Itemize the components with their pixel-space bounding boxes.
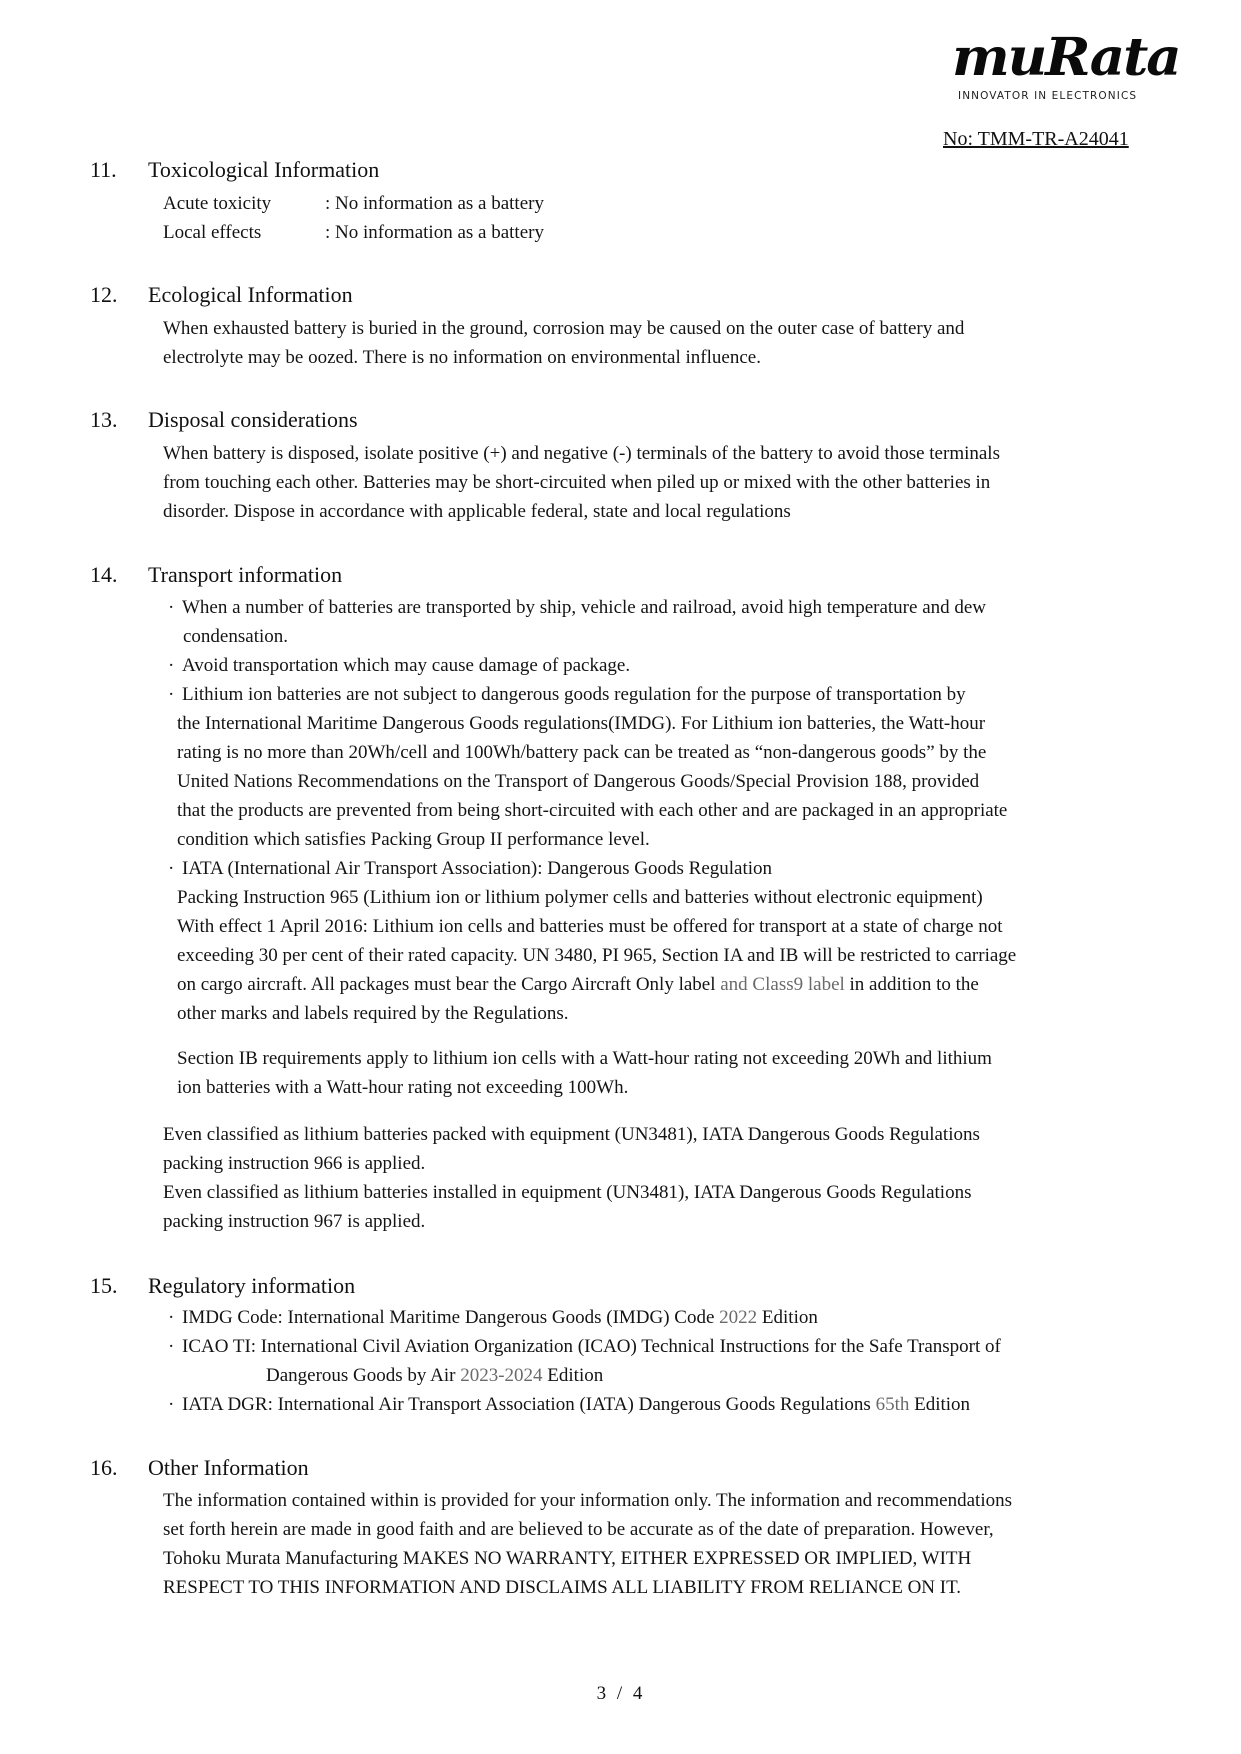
transport-line: United Nations Recommendations on the Transport of Dangerous Goods/Special Provision 188, provided bbox=[177, 771, 980, 792]
page-number: 3 / 4 bbox=[596, 1683, 646, 1704]
transport-line: condensation. bbox=[183, 626, 289, 647]
transport-bullet-3 bbox=[168, 684, 966, 706]
transport-line: Lithium ion batteries are not subject to dangerous goods regulation for the purpose of transportation by bbox=[182, 684, 966, 705]
edition-year: 2022 bbox=[719, 1307, 758, 1328]
edition-number: 65th bbox=[875, 1394, 910, 1415]
logo-tagline: INNOVATOR IN ELECTRONICS bbox=[958, 90, 1138, 102]
section-12-title: Ecological Information bbox=[148, 282, 353, 307]
transport-line: condition which satisfies Packing Group II performance level. bbox=[177, 829, 650, 850]
transport-line: Avoid transportation which may cause damage of package. bbox=[182, 655, 631, 676]
transport-line: packing instruction 967 is applied. bbox=[163, 1211, 426, 1232]
bullet-icon: · bbox=[168, 597, 175, 618]
bullet-icon: · bbox=[168, 858, 175, 879]
regulatory-text: Edition bbox=[542, 1365, 604, 1386]
transport-line-part: in addition to the bbox=[844, 974, 979, 995]
bullet-icon: · bbox=[168, 684, 175, 705]
transport-line: rating is no more than 20Wh/cell and 100Wh/battery pack can be treated as “non-dangerous goods” by the bbox=[177, 742, 987, 763]
section-11-title: Toxicological Information bbox=[148, 157, 380, 182]
bullet-icon: · bbox=[168, 1307, 175, 1328]
section-13-line: from touching each other. Batteries may be short-circuited when piled up or mixed with the other batteries in bbox=[163, 472, 991, 493]
section-16-number: 16. bbox=[90, 1455, 118, 1480]
regulatory-text: Edition bbox=[909, 1394, 971, 1415]
regulatory-item-imdg bbox=[168, 1307, 818, 1329]
document-number: No: TMM-TR-A24041 bbox=[943, 128, 1129, 150]
regulatory-text: Edition bbox=[757, 1307, 818, 1328]
disclaimer-line: RESPECT TO THIS INFORMATION AND DISCLAIMS ALL LIABILITY FROM RELIANCE ON IT. bbox=[163, 1577, 962, 1598]
section-12-line: electrolyte may be oozed. There is no information on environmental influence. bbox=[163, 347, 761, 368]
transport-line bbox=[177, 974, 979, 996]
acute-toxicity-value: : No information as a battery bbox=[325, 193, 544, 214]
bullet-icon: · bbox=[168, 1394, 175, 1415]
regulatory-item-icao-cont bbox=[266, 1365, 603, 1387]
transport-line: other marks and labels required by the Regulations. bbox=[177, 1003, 569, 1024]
murata-logo: muRata bbox=[952, 27, 1180, 88]
transport-line: Even classified as lithium batteries packed with equipment (UN3481), IATA Dangerous Goods Regulations bbox=[163, 1124, 980, 1145]
transport-line: IATA (International Air Transport Association): Dangerous Goods Regulation bbox=[182, 858, 773, 879]
section-16-title: Other Information bbox=[148, 1455, 309, 1480]
section-13-number: 13. bbox=[90, 407, 118, 432]
regulatory-text: ICAO TI: International Civil Aviation Organization (ICAO) Technical Instructions for the Safe Transport of bbox=[182, 1336, 1001, 1357]
class9-label-highlight: and Class9 label bbox=[720, 974, 845, 995]
acute-toxicity-label: Acute toxicity bbox=[163, 193, 272, 214]
bullet-icon: · bbox=[168, 655, 175, 676]
transport-line: Even classified as lithium batteries installed in equipment (UN3481), IATA Dangerous Goods Regulations bbox=[163, 1182, 972, 1203]
local-effects-label: Local effects bbox=[163, 222, 262, 243]
section-11-number: 11. bbox=[90, 157, 117, 182]
disclaimer-line: set forth herein are made in good faith and are believed to be accurate as of the date of preparation. However, bbox=[163, 1519, 994, 1540]
local-effects-value: : No information as a battery bbox=[325, 222, 544, 243]
edition-year: 2023-2024 bbox=[460, 1365, 543, 1386]
transport-line: When a number of batteries are transported by ship, vehicle and railroad, avoid high temperature and dew bbox=[182, 597, 987, 618]
section-14-number: 14. bbox=[90, 562, 118, 587]
transport-line: With effect 1 April 2016: Lithium ion cells and batteries must be offered for transport at a state of charge not bbox=[177, 916, 1003, 937]
regulatory-text: Dangerous Goods by Air bbox=[266, 1365, 461, 1386]
transport-bullet-1 bbox=[168, 597, 986, 619]
transport-line: exceeding 30 per cent of their rated capacity. UN 3480, PI 965, Section IA and IB will be restricted to carriage bbox=[177, 945, 1017, 966]
transport-line: that the products are prevented from being short-circuited with each other and are packaged in an appropriate bbox=[177, 800, 1008, 821]
transport-bullet-4 bbox=[168, 858, 772, 880]
transport-line: Packing Instruction 965 (Lithium ion or lithium polymer cells and batteries without electronic equipment) bbox=[177, 887, 983, 908]
transport-line: the International Maritime Dangerous Goods regulations(IMDG). For Lithium ion batteries, the Watt-hour bbox=[177, 713, 986, 734]
section-12-line: When exhausted battery is buried in the ground, corrosion may be caused on the outer case of battery and bbox=[163, 318, 965, 339]
regulatory-item-icao bbox=[168, 1336, 1001, 1358]
transport-line: packing instruction 966 is applied. bbox=[163, 1153, 426, 1174]
transport-line-part: on cargo aircraft. All packages must bear the Cargo Aircraft Only label bbox=[177, 974, 721, 995]
transport-line: Section IB requirements apply to lithium ion cells with a Watt-hour rating not exceeding 20Wh and lithium bbox=[177, 1048, 992, 1069]
bullet-icon: · bbox=[168, 1336, 175, 1357]
disclaimer-line: Tohoku Murata Manufacturing MAKES NO WARRANTY, EITHER EXPRESSED OR IMPLIED, WITH bbox=[163, 1548, 972, 1569]
regulatory-text: IMDG Code: International Maritime Dangerous Goods (IMDG) Code bbox=[182, 1307, 720, 1328]
section-15-title: Regulatory information bbox=[148, 1273, 356, 1298]
section-15-number: 15. bbox=[90, 1273, 118, 1298]
transport-line: ion batteries with a Watt-hour rating not exceeding 100Wh. bbox=[177, 1077, 629, 1098]
regulatory-item-iata bbox=[168, 1394, 970, 1416]
section-12-number: 12. bbox=[90, 282, 118, 307]
section-13-title: Disposal considerations bbox=[148, 407, 358, 432]
section-13-line: disorder. Dispose in accordance with applicable federal, state and local regulations bbox=[163, 501, 791, 522]
section-14-title: Transport information bbox=[148, 562, 343, 587]
disclaimer-line: The information contained within is provided for your information only. The information and recommendations bbox=[163, 1490, 1012, 1511]
regulatory-text: IATA DGR: International Air Transport Association (IATA) Dangerous Goods Regulations bbox=[182, 1394, 876, 1415]
section-13-line: When battery is disposed, isolate positive (+) and negative (-) terminals of the battery to avoid those terminals bbox=[163, 443, 1000, 464]
transport-bullet-2 bbox=[168, 655, 630, 677]
